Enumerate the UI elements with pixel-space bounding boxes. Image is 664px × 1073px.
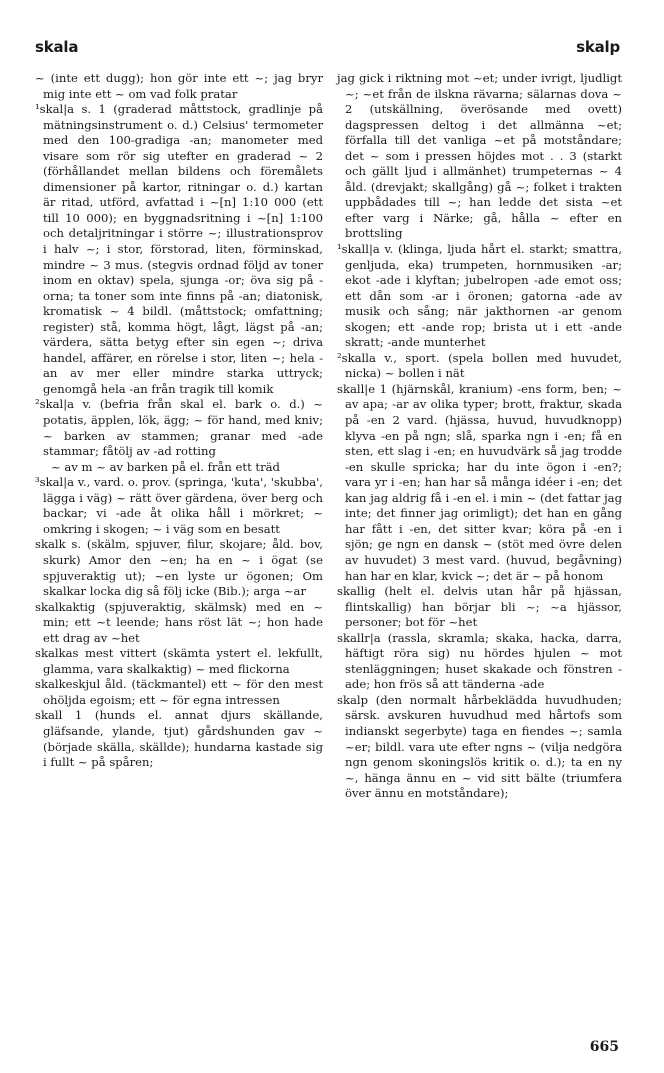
entry-skalla-2: ²skalla v., sport. (spela bollen med huvudet, nicka) ~ bollen i nät — [337, 350, 622, 381]
entry-skall-cont: jag gick i riktning mot ~et; under ivrigt, ljudligt ~; ~et från de ilskna rävarna; sälarnas dova ~ 2 (utskällning, överösande med ovett) dagspressen deltog i det allmänna ~et; förfalla till det vanliga ~et på motståndare; det ~ som i pressen höjdes mot . . 3 (starkt och gällt ljud i allmänhet) trumpeternas ~ 4 åld. (drevjakt; skallgång) gå ~; folket i trakten uppbådades till ~; han ledde det sista ~et efter varg i Närke; gå, hålla ~ efter en brottsling — [337, 71, 622, 241]
entry-skalkas: skalkas mest vittert (skämta ystert el. lekfullt, glamma, vara skalkaktig) ~ med flickorna — [35, 646, 323, 676]
entry-skalle: skall|e 1 (hjärnskål, kranium) -ens form, ben; ~ av apa; -ar av olika typer; brott, fraktur, skada på -en 2 vard. (hjässa, huvud, huvudknopp) klyva -en på ngn; slå, sparka ngn i -en; få en sten, ett slag i -en; en huvudvärk så jag trodde -en skulle spricka; har du inte ögon i -en?; vara yr i -en; han har så många idéer i -en; det kan jag aldrig få i -en el. i min ~ (det fattar jag inte; det finner jag orimligt); det han en gång har fått i -en, det sitter kvar; köra på -en i sjön; ge ngn en dansk ~ (stöt med övre delen av huvudet) 3 mest vard. (huvud, begåvning) han har en klar, kvick ~; det är ~ på honom — [337, 381, 622, 583]
entry-skall: skall 1 (hunds el. annat djurs skällande, gläfsande, ylande, tjut) gårdshunden gav ~ (började skälla, skällde); hundarna kastade sig i fullt ~ på spåren; — [35, 708, 323, 770]
entry-skallig: skallig (helt el. delvis utan hår på hjässan, flintskallig) han börjar bli ~; ~a hjässor, personer; bot för ~het — [337, 584, 622, 630]
entry-continuation: ~ (inte ett dugg); hon gör inte ett ~; jag bryr mig inte ett ~ om vad folk pratar — [35, 71, 323, 101]
entry-skalk: skalk s. (skälm, spjuver, filur, skojare; åld. bov, skurk) Amor den ~en; ha en ~ i ögat (se spjuveraktig ut); ~en lyste ur ögonen; Om skalkar locka dig så följ icke (Bib.); arga ~ar — [35, 537, 323, 599]
right-column — [337, 71, 622, 802]
entry-skallra: skallr|a (rassla, skramla; skaka, hacka, darra, häftigt röra sig) nu hördes hjulen ~ mot stenläggningen; huset skakade och fönstren -ade; hon frös så att tänderna -ade — [337, 630, 622, 692]
guide-word-right: skalp — [576, 38, 620, 56]
entry-skala-2: ²skal|a v. (befria från skal el. bark o. d.) ~ potatis, äpplen, lök, ägg; ~ för hand, med kniv; ~ barken av stammen; granar med -ade stammar; fåtölj av -ad rotting — [35, 397, 323, 459]
entry-skala-3: ³skal|a v., vard. o. prov. (springa, 'kuta', 'skubba', lägga i väg) ~ rätt över gärdena, över berg och backar; vi -ade åt olika håll i mörkret; ~ omkring i skogen; ~ i väg som en besatt — [35, 475, 323, 536]
guide-word-left: skala — [35, 38, 79, 56]
entry-skalkeskjul: skalkeskjul åld. (täckmantel) ett ~ för den mest ohöljda egoism; ett ~ för egna intressen — [35, 677, 323, 707]
entry-skalp: skalp (den normalt hårbeklädda huvudhuden; särsk. avskuren huvudhud med hårtofs som indianskt segerbyte) taga en fiendes ~; samla ~er; bildl. vara ute efter ngns ~ (vilja nedgöra ngn genom skoningslös kritik o. d.); ta en ny ~, hänga ännu en ~ vid sitt bälte (triumfera över ännu en motståndare); — [337, 692, 622, 801]
left-column — [35, 71, 323, 771]
entry-skalla-1: ¹skall|a v. (klinga, ljuda hårt el. starkt; smattra, genljuda, eka) trumpeten, hornmusiken -ar; ekot -ade i klyftan; jubelropen -ade emot oss; ett dån som -ar i öronen; gatorna -ade av musik och sång; när jakthornen -ar genom skogen; ett -ande rop; brista ut i ett -ande skratt; -ande munterhet — [337, 242, 622, 350]
page-number: 665 — [589, 1039, 619, 1055]
entry-skala-av: ~ av m ~ av barken på el. från ett träd — [51, 459, 280, 474]
entry-skala-1: ¹skal|a s. 1 (graderad måttstock, gradlinje på mätningsinstrument o. d.) Celsius' termometer med den 100-gradiga -an; manometer med visare som rör sig utefter en graderad ~ 2 (förhållandet mellan bildens och föremålets dimensioner på kartor, ritningar o. d.) kartan är ritad, utförd, avfattad i ~[n] 1:10 000 (ett till 10 000); en byggnadsritning i ~[n] 1:100 och detaljritningar i större ~; illustrationsprov i halv ~; i stor, förstorad, liten, förminskad, mindre ~ 3 mus. (stegvis ordnad följd av toner inom en oktav) spela, sjunga -or; öva sig på -orna; ta toner som inte finns på -an; diatonisk, kromatisk ~ 4 bildl. (måttstock; omfattning; register) stå, komma högt, lågt, lägst på -an; värdera, sätta betyg efter sin egen ~; driva handel, affärer, en rörelse i stor, liten ~; hela -an av mer eller mindre starka uttryck; genomgå hela -an från tragik till komik — [35, 102, 323, 396]
entry-skalkaktig: skalkaktig (spjuveraktig, skälmsk) med en ~ min; ett ~t leende; hans röst lät ~; hon hade ett drag av ~het — [35, 599, 323, 645]
